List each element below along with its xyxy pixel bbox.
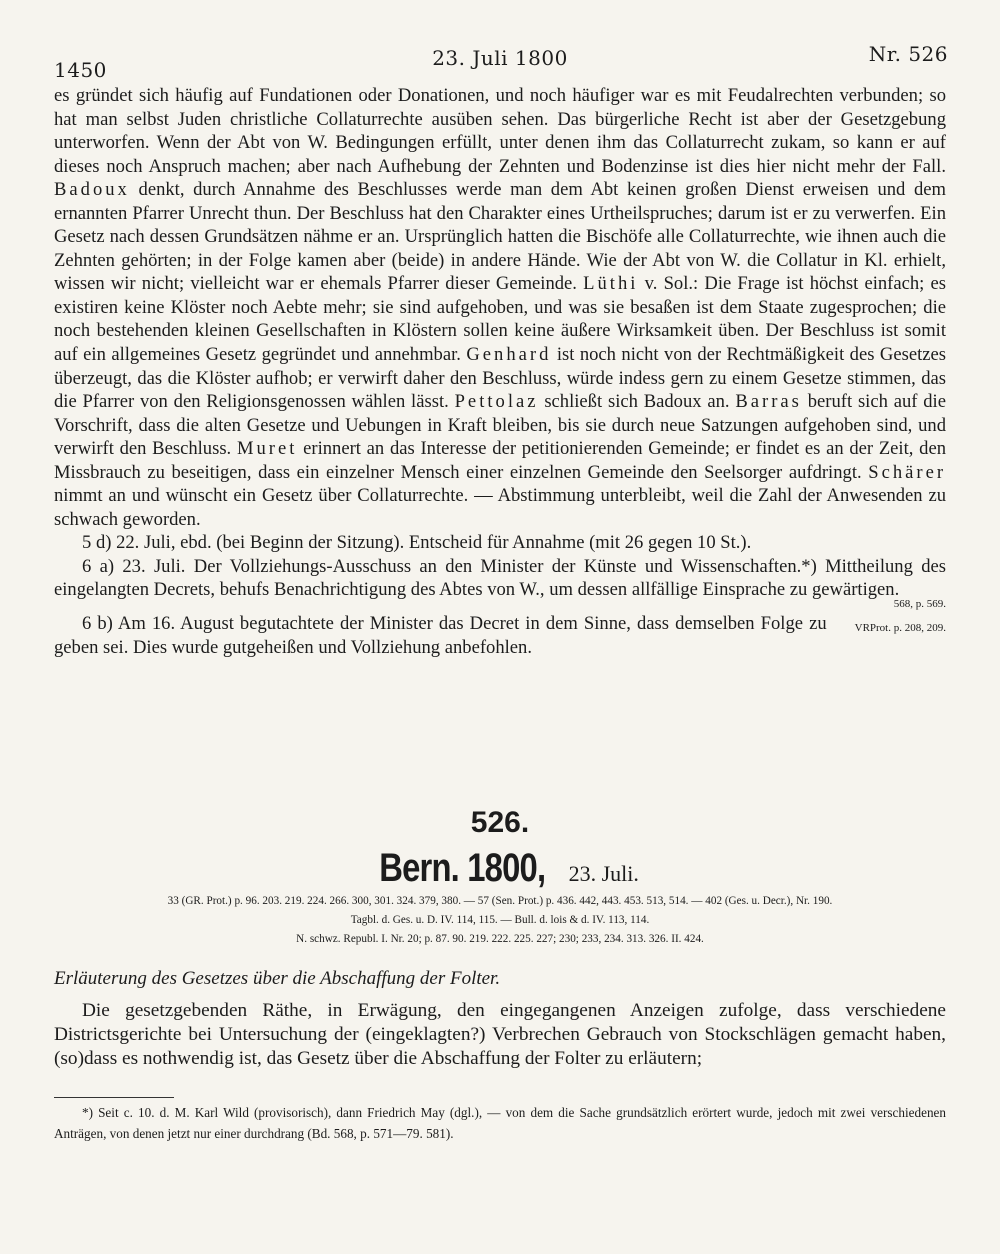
speaker-name: Muret [236, 438, 298, 460]
document-place-year: Bern. 1800, [379, 846, 546, 890]
speaker-name: Genhard [466, 344, 552, 366]
speaker-name: Lüthi [583, 273, 639, 295]
document-number: 526. [470, 806, 530, 839]
source-references [54, 892, 946, 949]
source-line: 33 (GR. Prot.) p. 96. 203. 219. 224. 266. 300, 301. 324. 379, 380. — 57 (Sen. Prot.) p. 436. 442, 443. 453. 513, 514. — 402 (Ges. u. Decr.), Nr. 190. [167, 895, 833, 907]
source-line: N. schwz. Republ. I. Nr. 20; p. 87. 90. 219. 222. 225. 227; 230; 233, 234. 313. 326. II. 424. [296, 933, 704, 945]
main-body [54, 84, 946, 659]
archive-reference: 568, p. 569. [893, 598, 946, 611]
paragraph-6b: VRProt. p. 208, 209. 6 b) Am 16. August begutachtete der Minister das Decret in dem Sinne, dass demselben Folge zu geben sei. Dies wurde gutgeheißen und Vollziehung anbefohlen. [54, 613, 946, 658]
footnote-divider [54, 1097, 174, 1098]
source-line: Tagbl. d. Ges. u. D. IV. 114, 115. — Bull. d. lois & d. IV. 113, 114. [350, 914, 650, 926]
page-number: 1450 [54, 58, 107, 82]
paragraph-5d: 5 d) 22. Juli, ebd. (bei Beginn der Sitzung). Entscheid für Annahme (mit 26 gegen 10 St.). [82, 532, 752, 554]
document-date: 23. Juli. [568, 861, 639, 886]
document-subject: Erläuterung des Gesetzes über die Abschaffung der Folter. [54, 968, 501, 989]
decree-text: Die gesetzgebenden Räthe, in Erwägung, den eingegangenen Anzeigen zufolge, dass verschiedene Districtsgerichte bei Untersuchung der (eingeklagten?) Verbrechen Gebrauch von Stockschlägen gemacht haben, (so)dass es nothwendig ist, das Gesetz über die Abschaffung der Folter zu erläutern; [54, 1000, 946, 1069]
paragraph-debate: es gründet sich häufig auf Fundationen oder Donationen, und noch häufiger war es mit Feudalrechten verbunden; so hat man selbst Juden christliche Collaturrechte ausüben sehen. Das bürgerliche Recht ist aber der Gesetzgebung unterworfen. Wenn der Abt von W. Bedingungen erfüllt, unter denen ihm das Collaturrecht zukam, so kann er auf dieses noch Anspruch machen; aber nach Aufhebung der Zehnten und Bodenzinse ist dies hier nicht mehr der Fall. Badoux denkt, durch Annahme des Beschlusses werde man dem Abt keinen großen Dienst erweisen und dem ernannten Pfarrer Unrecht thun. Der Beschluss hat den Charakter eines Urtheilspruches; darum ist er zu verwerfen. Ein Gesetz nach dessen Grundsätzen nähme er an. Ursprünglich hatten die Bischöfe alle Collaturrechte, wie ihnen auch die Zehnten gehörten; in der Folge kamen aber (beide) in andere Hände. Wie der Abt von W. die Collatur in Kl. erhielt, wissen wir nicht; vielleicht war er ehemals Pfarrer dieser Gemeinde. Lüthi v. Sol.: Die Frage ist höchst einfach; es existiren keine Klöster noch Aebte mehr; sie sind aufgehoben, und was sie besaßen ist dem Staate zugesprochen; die noch bestehenden kleinen Gesellschaften in Klöstern sollen keine äußere Wirksamkeit üben. Der Beschluss ist somit auf ein allgemeines Gesetz gegründet und annehmbar. Genhard ist noch nicht von der Rechtmäßigkeit des Gesetzes überzeugt, das die Klöster aufhob; er verwirft daher den Beschluss, würde indess gern zu einem Gesetze stimmen, das die Pfarrer von den Religionsgenossen wählen lässt. Pettolaz schließt sich Badoux an. Barras beruft sich auf die Vorschrift, dass die alten Gesetze und Uebungen in Kraft bleiben, bis sie durch neue Satzungen aufgehoben sind, und verwirft den Beschluss. Muret erinnert an das Interesse der petitionierenden Gemeinde; er findet es an der Zeit, den Missbrauch zu beseitigen, dass ein einzelner Mensch einer einzelnen Gemeinde den Seelsorger aufdringt. Schärer nimmt an und wünscht ein Gesetz über Collaturrechte. — Abstimmung unterbleibt, weil die Zahl der Anwesenden zu schwach geworden. [54, 85, 947, 530]
paragraph-6a: 6 a) 23. Juli. Der Vollziehungs-Ausschuss an den Minister der Künste und Wissenschaften.*) Mittheilung des eingelangten Decrets, behufs Benachrichtigung des Abtes von W., um dessen allfällige Einsprache zu gewärtigen. [54, 555, 946, 601]
document-heading [0, 846, 1000, 891]
speaker-name: Barras [735, 391, 802, 413]
speaker-name: Badoux [54, 179, 130, 201]
speaker-name: Pettolaz [454, 391, 539, 413]
speaker-name: Schärer [868, 461, 947, 483]
footnote-text: *) Seit c. 10. d. M. Karl Wild (provisorisch), dann Friedrich May (dgl.), — von dem die Sache grundsätzlich erörtert wurde, jedoch mit zwei verschiedenen Anträgen, von denen jetzt nur einer durchdrang (Bd. 568, p. 571—79. 581). [54, 1105, 946, 1141]
running-date: 23. Juli 1800 [432, 46, 568, 70]
footnote [54, 1102, 946, 1144]
archive-reference: VRProt. p. 208, 209. [854, 622, 946, 635]
document-reference: Nr. 526 [868, 42, 948, 66]
